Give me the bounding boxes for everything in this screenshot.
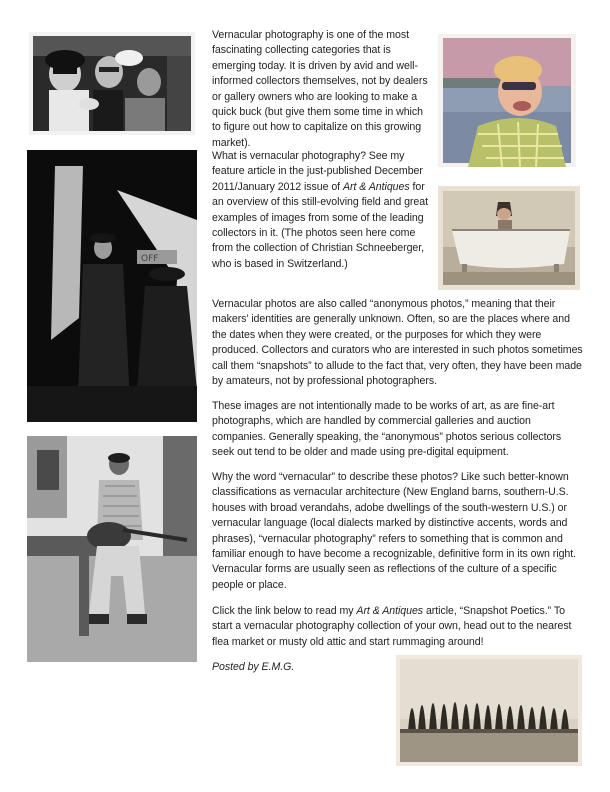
definition-text-after: for an overview of this still-evolving field and great examples of images from some of the leading collectors in it. (The photos seen here come from the collection of Christian Schneeberger, who is based in Switzerland.)	[212, 180, 428, 270]
row-of-poplar-trees-photo	[396, 655, 582, 766]
laughing-woman-sunglasses-photo	[438, 34, 576, 167]
cta-text-after: article, “Snapshot Poetics.” To start a vernacular photography collection of your own, head out to the nearest flea market or musty old attic and start rummaging around!	[212, 605, 572, 648]
cta-text-before: Click the link below to read my	[212, 605, 357, 617]
author-signature: Posted by E.M.G.	[212, 661, 295, 673]
shadows-man-hat-photo	[27, 150, 197, 422]
intro-paragraph: Vernacular photography is one of the most fascinating collecting categories that is emerging today. It is driven by avid and well-informed collectors themselves, not by dealers or gallery owners who are looking to make a quick buck (but give them some time in which to figure out how to capitalize on this growing market).	[212, 29, 428, 149]
not-art-paragraph: These images are not intentionally made to be works of art, as are fine-art photographs, which are handled by commercial galleries and auction companies. Generally speaking, the “anonymous” photos serious collectors seek out tend to be older and made using pre-digital equipment.	[212, 400, 562, 459]
anonymous-photos-paragraph: Vernacular photos are also called “anonymous photos,” meaning that their makers’ identities are generally unknown. Often, so are the places where and the dates when they were created, or the purposes for which they were produced. Collectors and curators who are interested in such photos sometimes call them “snapshots” to allude to the fact that, very often, they have been made by amateurs, not by professional photographers.	[212, 298, 583, 388]
article-publication-title: Art & Antiques	[356, 605, 424, 617]
publication-title: Art & Antiques	[342, 180, 410, 193]
svg-text:OFF: OFF	[141, 254, 159, 264]
definition-paragraph	[212, 149, 430, 272]
woman-in-bathtub-photo	[438, 186, 580, 290]
definition-text-before: What is vernacular photography? See my feature article in the just-published December 2011/January 2012 issue of	[212, 150, 423, 193]
why-vernacular-paragraph: Why the word “vernacular” to describe these photos? Like such better-known classifications as vernacular architecture (New England barns, southern-U.S. houses with broad verandahs, adobe dwellings of the south-western U.S.) or vernacular language (local dialects marked by distinctive accents, words and phrases), “vernacular photography” refers to something that is common and familiar enough to have become a recognizable, definitive form in its own right. Vernacular forms are usually seen as reflections of the culture of a specific people or place.	[212, 471, 577, 591]
carnival-crowd-photo	[29, 32, 195, 135]
man-with-guitar-photo	[27, 436, 197, 662]
call-to-action-paragraph	[212, 604, 584, 650]
